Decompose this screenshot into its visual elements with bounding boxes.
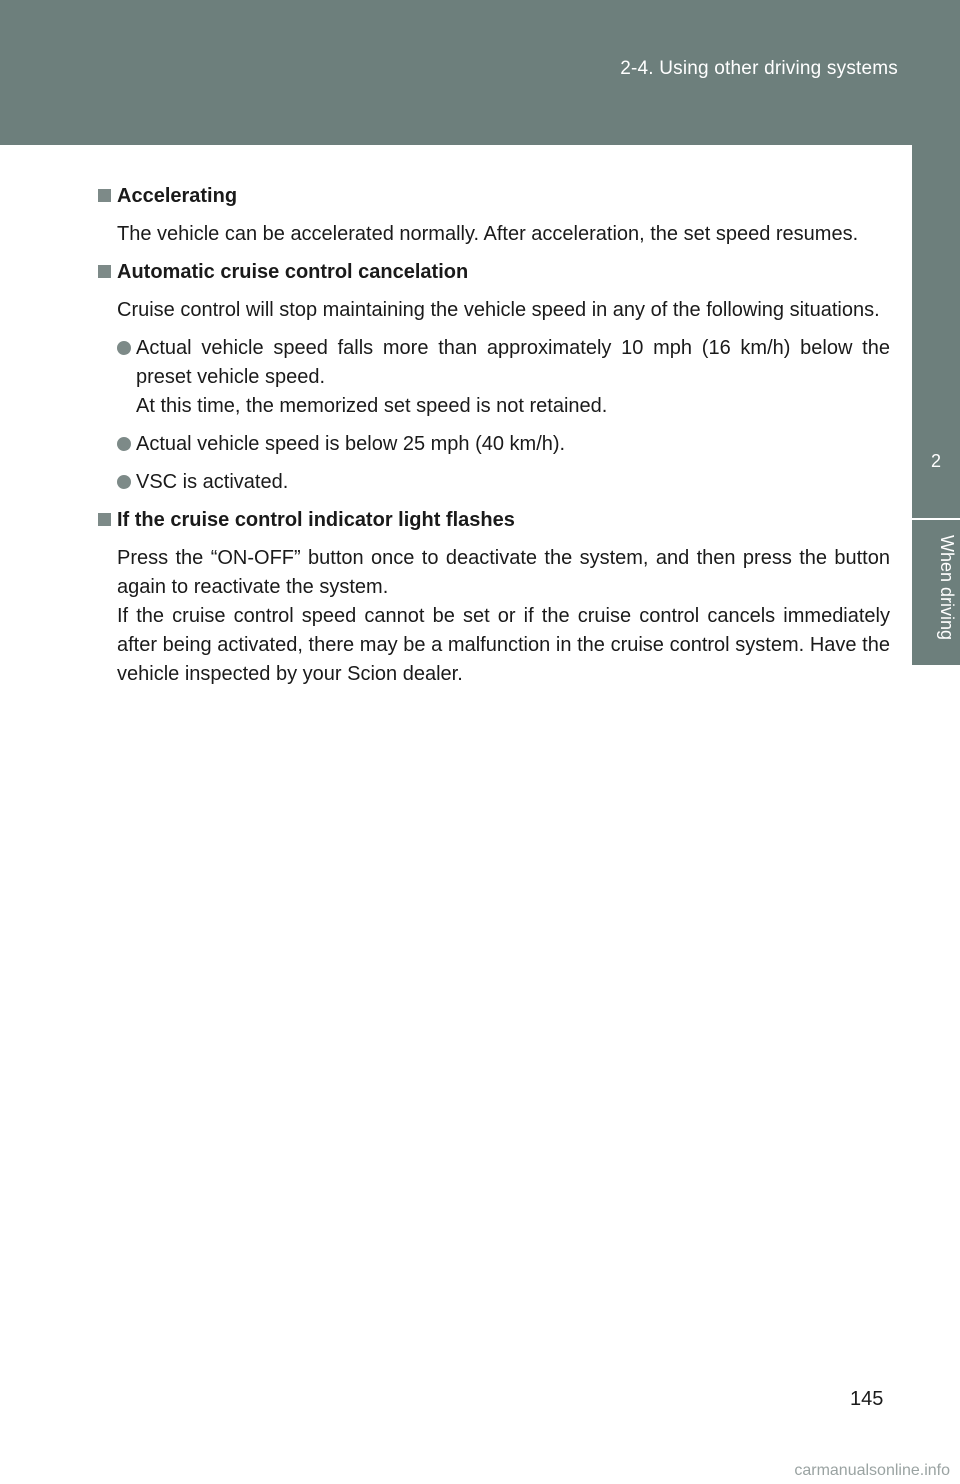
section-heading: [98, 182, 890, 211]
bullet-note: At this time, the memorized set speed is not retained.: [136, 395, 608, 417]
main-content: [98, 182, 890, 698]
square-bullet-icon: [98, 513, 111, 526]
heading-text: If the cruise control indicator light flashes: [117, 509, 515, 531]
section-title: 2-4. Using other driving systems: [620, 58, 898, 79]
page-header: [0, 0, 960, 145]
body-paragraph: Cruise control will stop maintaining the vehicle speed in any of the following situations.: [117, 299, 880, 321]
body-paragraph: [117, 544, 890, 689]
heading-text: Automatic cruise control cancelation: [117, 261, 469, 283]
circle-bullet-icon: [117, 437, 131, 451]
chapter-side-tab: [912, 145, 960, 665]
section-heading: [98, 258, 890, 287]
footer-watermark: carmanualsonline.info: [794, 1462, 950, 1479]
chapter-label: When driving: [937, 535, 957, 641]
circle-bullet-icon: [117, 341, 131, 355]
chapter-number: 2: [930, 451, 941, 471]
heading-text: Accelerating: [117, 185, 238, 207]
square-bullet-icon: [98, 265, 111, 278]
body-line: If the cruise control speed cannot be set or if the cruise control cancels immediately after being activated, there may be a malfunction in the cruise control system. Have the vehicle inspected by your Scion dealer.: [117, 605, 890, 685]
section-heading: [98, 506, 890, 535]
bullet-text: VSC is activated.: [136, 471, 289, 493]
body-line: Press the “ON-OFF” button once to deactivate the system, and then press the button again to reactivate the system.: [117, 547, 890, 598]
bullet-text: Actual vehicle speed is below 25 mph (40 km/h).: [136, 433, 566, 455]
bullet-item: [117, 430, 890, 459]
square-bullet-icon: [98, 189, 111, 202]
bullet-item: [117, 334, 890, 421]
bullet-text: Actual vehicle speed falls more than approximately 10 mph (16 km/h) below the preset vehicle speed.: [136, 337, 890, 388]
page-number: 145: [850, 1388, 884, 1410]
bullet-item: [117, 468, 890, 497]
side-tab-divider: [912, 518, 960, 520]
circle-bullet-icon: [117, 475, 131, 489]
body-paragraph: The vehicle can be accelerated normally. After acceleration, the set speed resumes.: [117, 223, 859, 245]
